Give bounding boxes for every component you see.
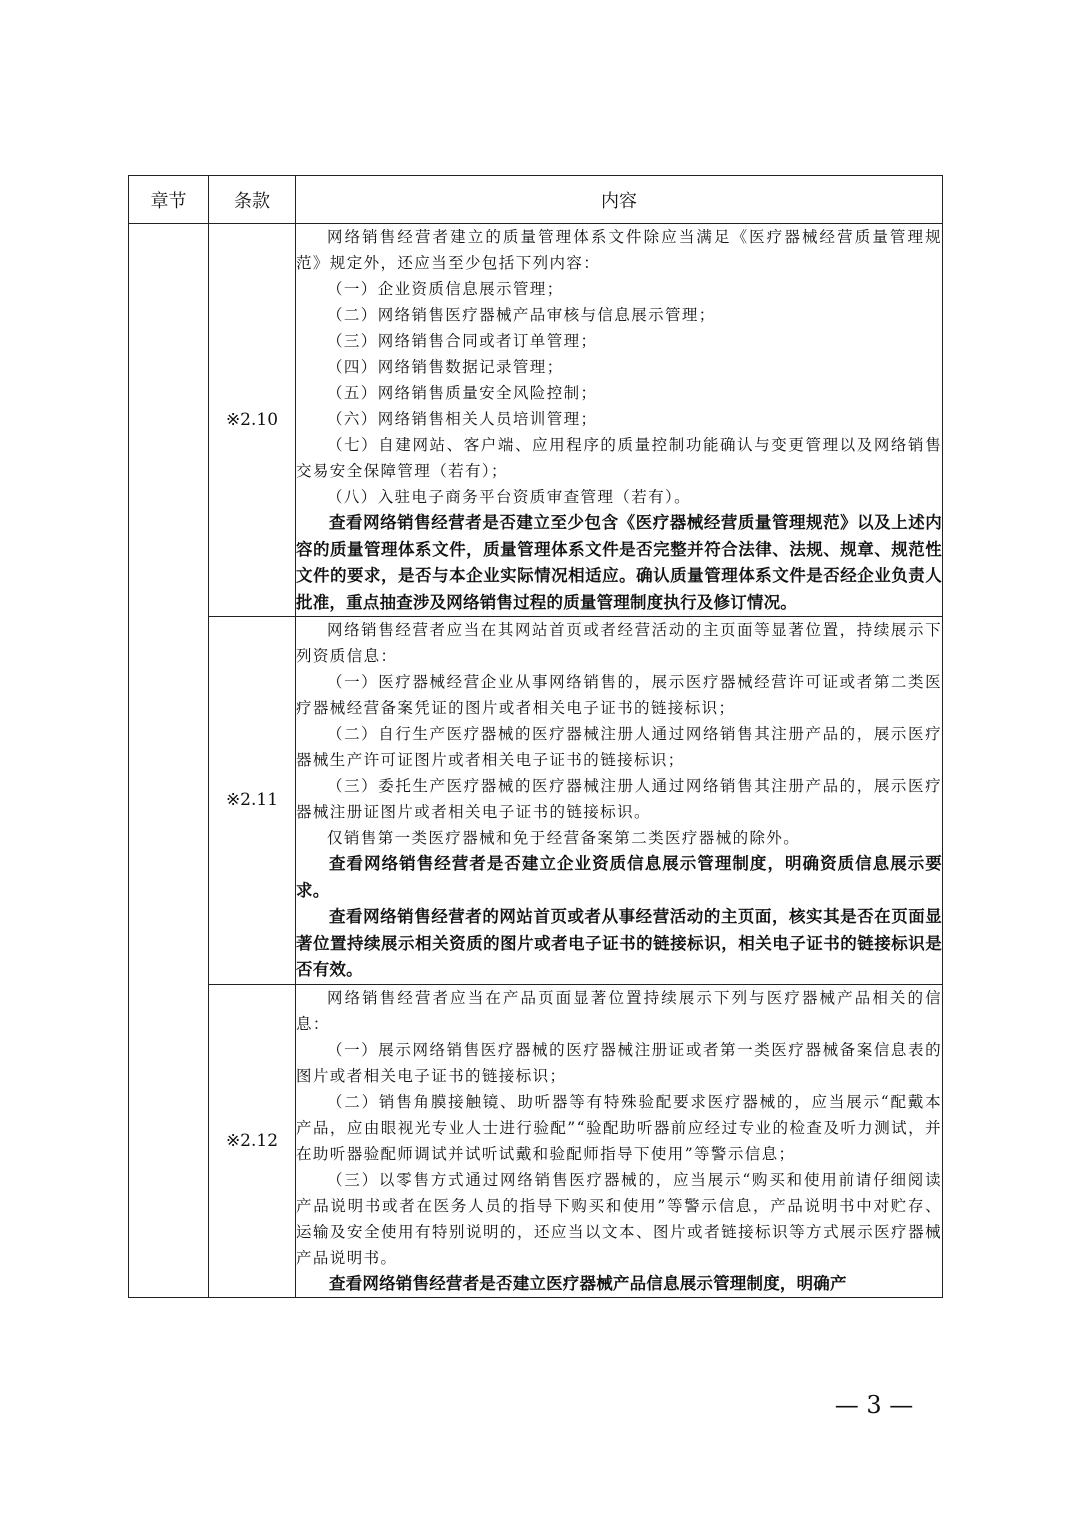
page-number: — 3 — bbox=[834, 1391, 914, 1419]
document-table bbox=[128, 175, 943, 1298]
inspection-paragraph: 查看网络销售经营者是否建立企业资质信息展示管理制度，明确资质信息展示要求。 bbox=[296, 854, 942, 900]
clause-cell: ※2.12 bbox=[209, 984, 296, 1298]
content-paragraph: 网络销售经营者应当在其网站首页或者经营活动的主页面等显著位置，持续展示下列资质信息： bbox=[296, 621, 942, 665]
content-paragraph: （五）网络销售质量安全风险控制； bbox=[327, 384, 598, 402]
header-chapter: 章节 bbox=[129, 176, 209, 224]
table-row bbox=[129, 984, 943, 1298]
clause-cell: ※2.10 bbox=[209, 224, 296, 617]
content-cell bbox=[296, 984, 943, 1298]
content-paragraph: 网络销售经营者应当在产品页面显著位置持续展示下列与医疗器械产品相关的信息： bbox=[296, 988, 942, 1033]
content-paragraph: （四）网络销售数据记录管理； bbox=[327, 358, 564, 376]
content-paragraph: （三）委托生产医疗器械的医疗器械注册人通过网络销售其注册产品的，展示医疗器械注册证图片或者相关电子证书的链接标识。 bbox=[296, 777, 942, 821]
table-header-row bbox=[129, 176, 943, 224]
content-paragraph: （一）企业资质信息展示管理； bbox=[327, 280, 564, 298]
content-cell bbox=[296, 224, 943, 617]
content-paragraph: 仅销售第一类医疗器械和免于经营备案第二类医疗器械的除外。 bbox=[327, 829, 801, 847]
table-row bbox=[129, 617, 943, 985]
header-clause: 条款 bbox=[209, 176, 296, 224]
clause-cell: ※2.11 bbox=[209, 617, 296, 985]
content-cell bbox=[296, 617, 943, 985]
content-paragraph: （一）医疗器械经营企业从事网络销售的，展示医疗器械经营许可证或者第二类医疗器械经营备案凭证的图片或者相关电子证书的链接标识； bbox=[296, 673, 942, 717]
content-paragraph: （三）以零售方式通过网络销售医疗器械的，应当展示“购买和使用前请仔细阅读产品说明书或者在医务人员的指导下购买和使用”等警示信息，产品说明书中对贮存、运输及安全使用有特别说明的，还应当以文本、图片或者链接标识等方式展示医疗器械产品说明书。 bbox=[296, 1170, 942, 1267]
inspection-paragraph: 查看网络销售经营者是否建立医疗器械产品信息展示管理制度，明确产 bbox=[329, 1273, 847, 1293]
table-row bbox=[129, 224, 943, 617]
content-paragraph: （二）网络销售医疗器械产品审核与信息展示管理； bbox=[327, 306, 716, 324]
content-paragraph: （二）自行生产医疗器械的医疗器械注册人通过网络销售其注册产品的，展示医疗器械生产许可证图片或者相关电子证书的链接标识； bbox=[296, 725, 942, 769]
header-content: 内容 bbox=[296, 176, 943, 224]
content-paragraph: （三）网络销售合同或者订单管理； bbox=[327, 332, 598, 350]
content-paragraph: （六）网络销售相关人员培训管理； bbox=[327, 410, 598, 428]
content-paragraph: 网络销售经营者建立的质量管理体系文件除应当满足《医疗器械经营质量管理规范》规定外，还应当至少包括下列内容： bbox=[296, 228, 942, 272]
inspection-paragraph: 查看网络销售经营者是否建立至少包含《医疗器械经营质量管理规范》以及上述内容的质量管理体系文件，质量管理体系文件是否完整并符合法律、法规、规章、规范性文件的要求，是否与本企业实际情况相适应。确认质量管理体系文件是否经企业负责人批准，重点抽查涉及网络销售过程的质量管理制度执行及修订情况。 bbox=[296, 513, 942, 612]
content-paragraph: （一）展示网络销售医疗器械的医疗器械注册证或者第一类医疗器械备案信息表的图片或者相关电子证书的链接标识； bbox=[296, 1040, 942, 1085]
inspection-paragraph: 查看网络销售经营者的网站首页或者从事经营活动的主页面，核实其是否在页面显著位置持续展示相关资质的图片或者电子证书的链接标识，相关电子证书的链接标识是否有效。 bbox=[296, 907, 942, 979]
content-paragraph: （八）入驻电子商务平台资质审查管理（若有）。 bbox=[327, 488, 692, 506]
chapter-cell bbox=[129, 224, 209, 1298]
content-paragraph: （七）自建网站、客户端、应用程序的质量控制功能确认与变更管理以及网络销售交易安全保障管理（若有）； bbox=[296, 436, 942, 480]
content-paragraph: （二）销售角膜接触镜、助听器等有特殊验配要求医疗器械的，应当展示“配戴本产品，应由眼视光专业人士进行验配”“验配助听器前应经过专业的检查及听力测试，并在助听器验配师调试并试听试戴和验配师指导下使用”等警示信息； bbox=[296, 1092, 942, 1163]
